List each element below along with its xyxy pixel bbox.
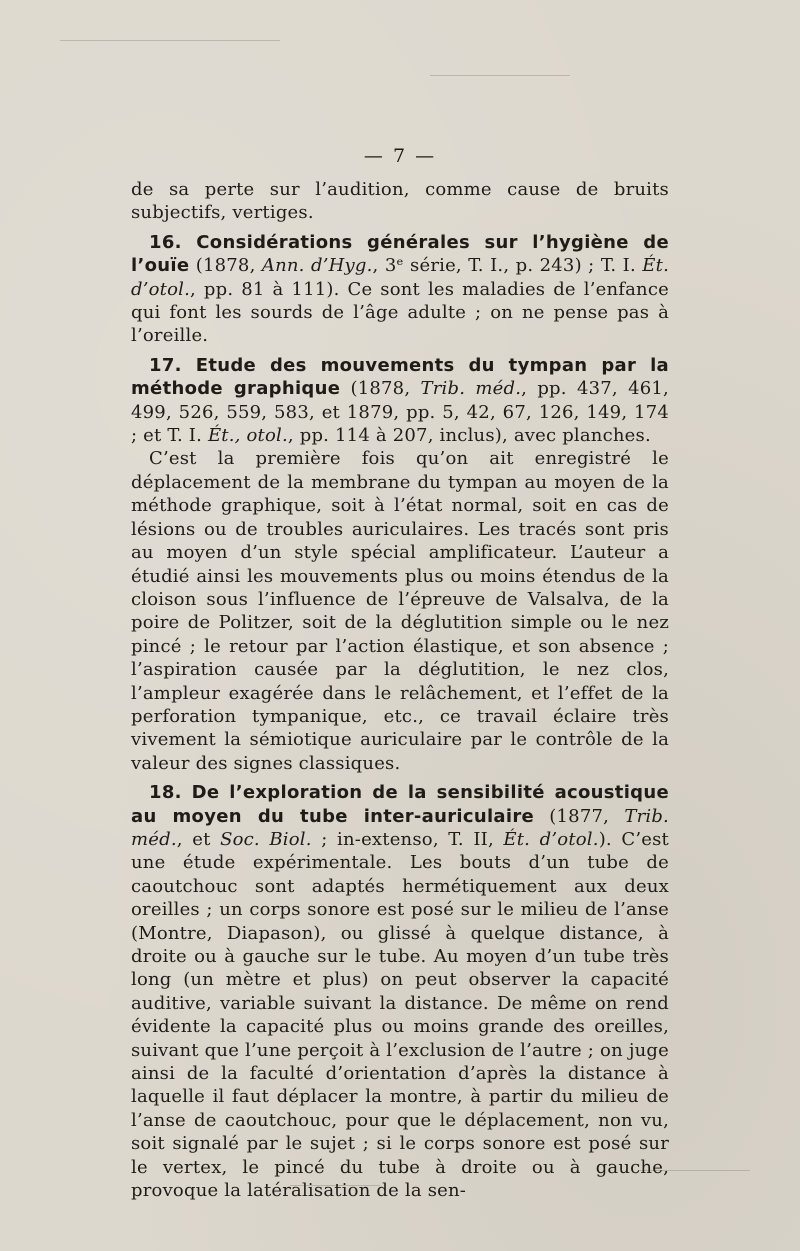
paragraph-continuation: de sa perte sur l’audition, comme cause de bruits subjectifs, vertiges.	[131, 179, 669, 224]
paper-smudge	[60, 40, 280, 41]
page-body	[131, 178, 669, 1202]
entry-18: 18. De l’exploration de la sensibilité acoustique au moyen du tube inter-auriculaire (1877, Trib. méd., et Soc. Biol. ; in-extenso, T. II, Ét. d’otol.). C’est une étude expérimentale. Les bouts d’un tube de caoutchouc sont adaptés hermétiquement aux deux oreilles ; un corps sonore est posé sur le milieu de l’anse (Montre, Diapason), ou glissé à quelque distance, à droite ou à gauche sur le tube. Au moyen d’un tube très long (un mètre et plus) on peut observer la capacité auditive, variable suivant la distance. De même on rend évidente la capacité plus ou moins grande des oreilles, suivant que l’une perçoit à l’exclusion de l’autre ; on juge ainsi de la faculté d’orientation d’après la distance à laquelle il faut déplacer la montre, à partir du milieu de l’anse de caoutchouc, pour que le déplacement, non vu, soit signalé par le sujet ; si le corps sonore est posé sur le vertex, le pincé du tube à droite ou à gauche, provoque la latéralisation de la sen-	[131, 782, 669, 1202]
page-number: — 7 —	[363, 145, 437, 167]
entry-17-title: 17. Etude des mouvements du tympan par la méthode graphique	[131, 354, 669, 400]
entry-17: 17. Etude des mouvements du tympan par la méthode graphique (1878, Trib. méd., pp. 437, 461, 499, 526, 559, 583, et 1879, pp. 5, 42, 67, 126, 149, 174 ; et T. I. Ét., otol., pp. 114 à 207, inclus), avec planches.	[131, 354, 669, 447]
entry-16: 16. Considérations générales sur l’hygiène de l’ouïe (1878, Ann. d’Hyg., 3ᵉ série, T. I., p. 243) ; T. I. Ét. d’otol., pp. 81 à 111). Ce sont les maladies de l’enfance qui font les sourds de l’âge adulte ; on ne pense pas à l’oreille.	[131, 231, 669, 347]
paper-smudge	[430, 75, 570, 76]
entry-16-title: 16. Considérations générales sur l’hygiène de l’ouïe	[131, 231, 669, 277]
entry-17-body: C’est la première fois qu’on ait enregistré le déplacement de la membrane du tympan au moyen de la méthode graphique, soit à l’état normal, soit en cas de lésions ou de troubles auriculaires. Les tracés sont pris au moyen d’un style spécial amplificateur. L’auteur a étudié ainsi les mouvements plus ou moins étendus de la cloison sous l’influence de l’épreuve de Valsalva, de la poire de Politzer, soit de la déglutition simple ou le nez pincé ; le retour par l’action élastique, et son absence ; l’aspiration causée par la déglutition, le nez clos, l’ampleur exagérée dans le relâchement, et l’effet de la perforation tympanique, etc., ce travail éclaire très vivement la sémiotique auriculaire par le contrôle de la valeur des signes classiques.	[131, 448, 669, 774]
entry-18-title: 18. De l’exploration de la sensibilité acoustique au moyen du tube inter-auriculaire	[131, 782, 669, 827]
